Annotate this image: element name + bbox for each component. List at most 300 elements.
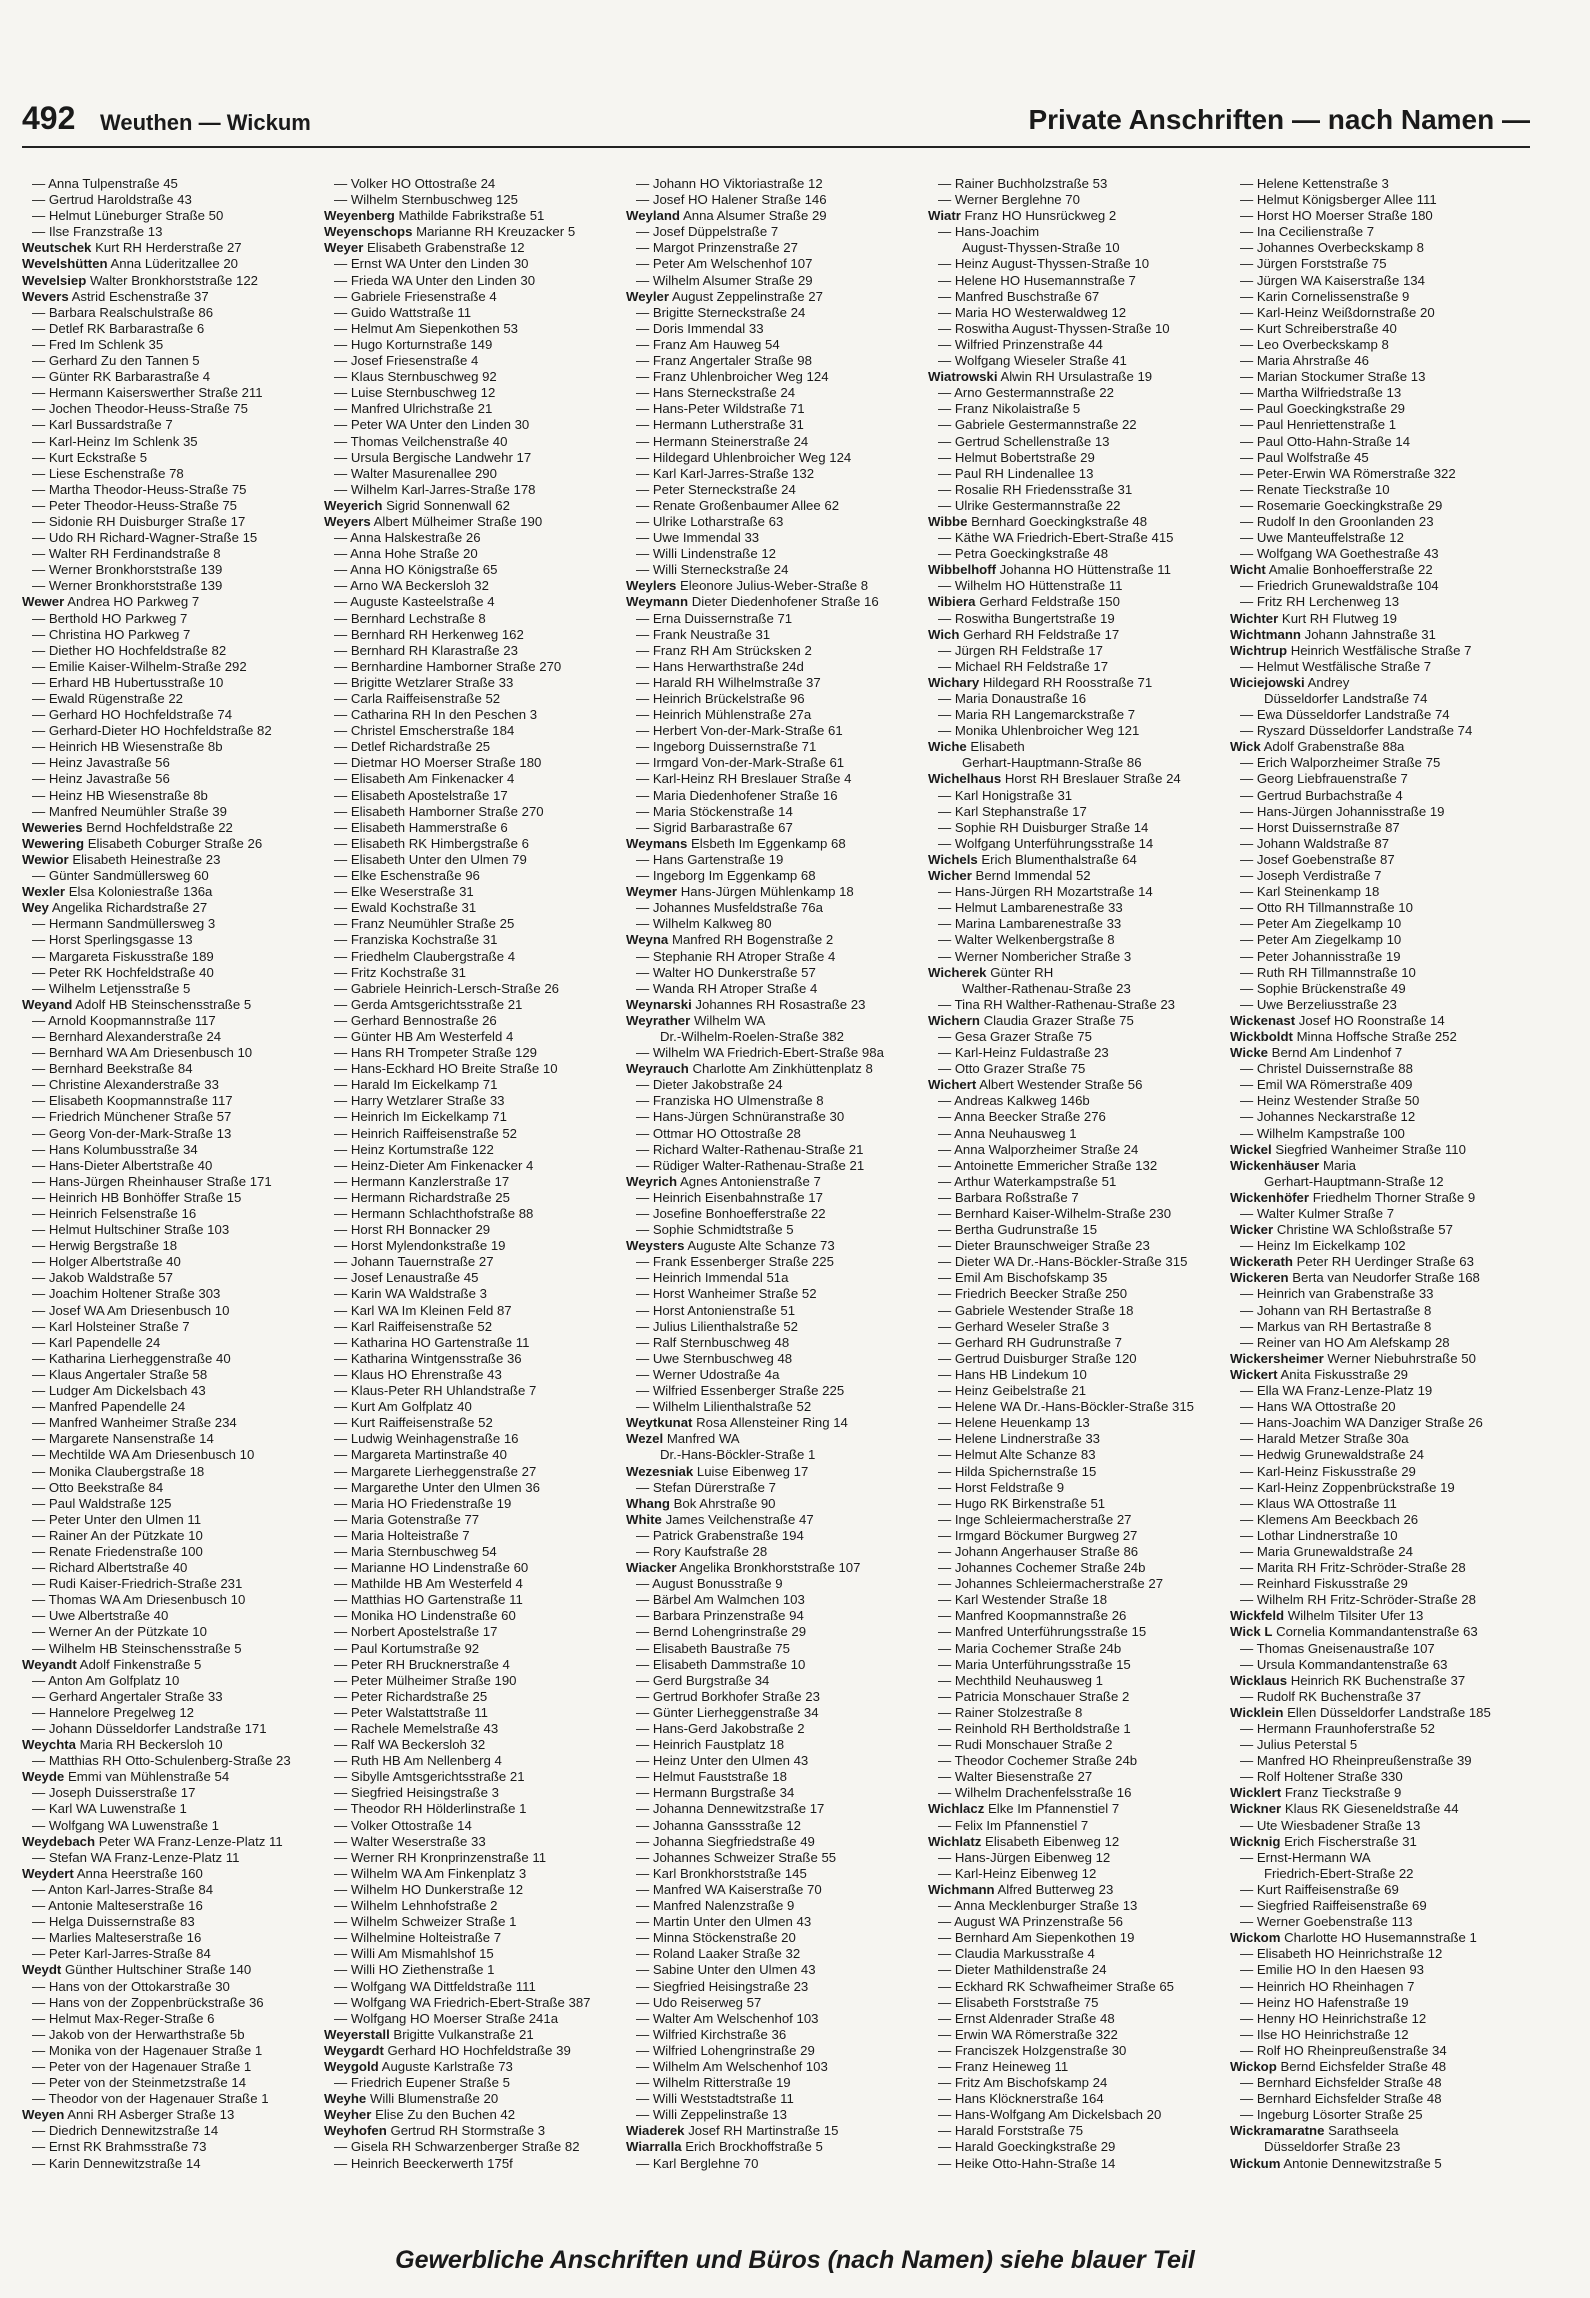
- entry-text: — Hans-Jürgen Schnüranstraße 30: [636, 1109, 845, 1125]
- entry-text: Walther-Rathenau-Straße 23: [962, 980, 1131, 996]
- entry-text: — Gerd Burgstraße 34: [636, 1672, 770, 1688]
- entry-text: — Elisabeth Hamborner Straße 270: [334, 803, 544, 819]
- entry-text: — Elisabeth Dammstraße 10: [636, 1656, 806, 1672]
- entry-text: — Thomas Gneisenaustraße 107: [1240, 1640, 1435, 1656]
- entry-text: — Helmut Bobertstraße 29: [938, 449, 1095, 465]
- entry-text: — Johannes Schweizer Straße 55: [636, 1849, 837, 1865]
- directory-entry: [22, 1979, 324, 1995]
- entry-text: Amalie Bonhoefferstraße 22: [1268, 562, 1433, 578]
- directory-entry: [324, 434, 626, 450]
- entry-text: — Hannelore Pregelweg 12: [32, 1704, 195, 1720]
- directory-entry: [324, 1093, 626, 1109]
- surname-entry: [22, 884, 324, 900]
- directory-entry: [22, 1109, 324, 1125]
- entry-text: — Werner Bronkhorststraße 139: [32, 578, 223, 594]
- directory-entry: [928, 2075, 1230, 2091]
- directory-entry: [1230, 1415, 1532, 1431]
- directory-entry: [928, 1431, 1230, 1447]
- entry-text: — Wolfgang Wieseler Straße 41: [938, 353, 1127, 369]
- entry-text: — Karl-Heinz Zoppenbrückstraße 19: [1240, 1479, 1455, 1495]
- directory-entry: [324, 1415, 626, 1431]
- entry-text: — Monika Claubergstraße 18: [32, 1463, 205, 1479]
- surname: Wichter: [1230, 610, 1279, 626]
- entry-text: — Brigitte Wetzlarer Straße 33: [334, 674, 514, 690]
- directory-entry: [324, 337, 626, 353]
- entry-text: Peter RH Uerdinger Straße 63: [1296, 1254, 1474, 1270]
- entry-text: — Gabriele Friesenstraße 4: [334, 288, 497, 304]
- entry-text: — Marianne HO Lindenstraße 60: [334, 1560, 529, 1576]
- directory-entry: [22, 1093, 324, 1109]
- directory-entry: [626, 1979, 928, 1995]
- directory-entry: [1230, 2011, 1532, 2027]
- directory-entry: [324, 1882, 626, 1898]
- entry-text: — Georg Liebfrauenstraße 7: [1240, 771, 1408, 787]
- entry-text: — Werner Bronkhorststraße 139: [32, 562, 223, 578]
- surname-entry: [324, 208, 626, 224]
- directory-entry: [928, 1979, 1230, 1995]
- directory-entry: [928, 1415, 1230, 1431]
- entry-text: — Maria Stöckenstraße 14: [636, 803, 793, 819]
- entry-text: Klaus RK Gieseneldstraße 44: [1284, 1801, 1459, 1817]
- entry-text: Marianne RH Kreuzacker 5: [416, 224, 576, 240]
- directory-entry: [22, 949, 324, 965]
- entry-text: — Bernhard RH Klarastraße 23: [334, 642, 518, 658]
- entry-text: — Maria Grunewaldstraße 24: [1240, 1543, 1413, 1559]
- directory-entry: [626, 916, 928, 932]
- entry-text: Anni RH Asberger Straße 13: [67, 2107, 235, 2123]
- directory-entry: [928, 820, 1230, 836]
- surname-entry: [928, 627, 1230, 643]
- entry-text: — Martha Theodor-Heuss-Straße 75: [32, 481, 247, 497]
- directory-entry: [22, 2059, 324, 2075]
- directory-entry: [22, 1029, 324, 1045]
- surname: Wickenhöfer: [1230, 1189, 1310, 1205]
- surname: Wickom: [1230, 1930, 1281, 1946]
- entry-text: — Bertha Gudrunstraße 15: [938, 1222, 1098, 1238]
- entry-text: — Friedhelm Claubergstraße 4: [334, 948, 516, 964]
- entry-text: — Uwe Manteuffelstraße 12: [1240, 530, 1404, 546]
- surname-entry: [626, 1061, 928, 1077]
- entry-text: — Elke Eschenstraße 96: [334, 868, 480, 884]
- entry-text: — Ursula Bergische Landwehr 17: [334, 449, 532, 465]
- directory-entry: [928, 1351, 1230, 1367]
- directory-entry: [1230, 691, 1532, 707]
- directory-entry: [324, 1190, 626, 1206]
- surname: Wicknig: [1230, 1833, 1281, 1849]
- surname: Wicke: [1230, 1045, 1268, 1061]
- entry-text: — Christel Emscherstraße 184: [334, 723, 515, 739]
- directory-entry: [22, 1270, 324, 1286]
- entry-text: Claudia Grazer Straße 75: [983, 1012, 1134, 1028]
- surname-entry: [1230, 2156, 1532, 2172]
- entry-text: — Joachim Holtener Straße 303: [32, 1286, 221, 1302]
- directory-entry: [22, 1399, 324, 1415]
- entry-text: — Hans RH Trompeter Straße 129: [334, 1045, 538, 1061]
- directory-entry: [928, 1319, 1230, 1335]
- entry-text: — Heinrich Faustplatz 18: [636, 1737, 785, 1753]
- entry-text: — Gerhard-Dieter HO Hochfeldstraße 82: [32, 723, 272, 739]
- directory-entry: [1230, 1399, 1532, 1415]
- directory-entry: [22, 434, 324, 450]
- directory-entry: [324, 578, 626, 594]
- directory-entry: [928, 1705, 1230, 1721]
- entry-text: — Peter RK Hochfeldstraße 40: [32, 964, 214, 980]
- directory-entry: [324, 1222, 626, 1238]
- entry-text: Johann Jahnstraße 31: [1304, 626, 1436, 642]
- entry-text: Ellen Düsseldorfer Landstraße 185: [1287, 1704, 1491, 1720]
- directory-entry: [928, 949, 1230, 965]
- surname-entry: [22, 2107, 324, 2123]
- directory-entry: [324, 1480, 626, 1496]
- directory-entry: [324, 1335, 626, 1351]
- directory-entry: [626, 820, 928, 836]
- entry-text: Brigitte Vulkanstraße 21: [393, 2026, 534, 2042]
- surname: Weydert: [22, 1865, 74, 1881]
- entry-text: — Horst RH Bonnacker 29: [334, 1222, 491, 1238]
- directory-entry: [22, 1206, 324, 1222]
- entry-text: — Wilfried Prinzenstraße 44: [938, 336, 1103, 352]
- entry-text: — Franz Heineweg 11: [938, 2058, 1069, 2074]
- entry-text: — Bernhard Kaiser-Wilhelm-Straße 230: [938, 1206, 1172, 1221]
- directory-entry: [1230, 1592, 1532, 1608]
- entry-text: — Kurt Am Golfplatz 40: [334, 1399, 472, 1415]
- entry-text: — Heinrich HO Rheinhagen 7: [1240, 1978, 1415, 1994]
- directory-entry: [928, 450, 1230, 466]
- entry-text: — Arnold Koopmannstraße 117: [32, 1012, 216, 1028]
- entry-text: — Franz Uhlenbroicher Weg 124: [636, 369, 829, 385]
- entry-text: — Johannes Neckarstraße 12: [1240, 1109, 1416, 1125]
- entry-text: — Karin WA Waldstraße 3: [334, 1286, 487, 1302]
- surname: Weysters: [626, 1238, 685, 1254]
- entry-text: — Karl Stephanstraße 17: [938, 803, 1087, 819]
- directory-entry: [1230, 2107, 1532, 2123]
- entry-text: — Johannes Schleiermacherstraße 27: [938, 1576, 1164, 1592]
- directory-entry: [1230, 1335, 1532, 1351]
- surname-entry: [22, 1769, 324, 1785]
- directory-entry: [928, 659, 1230, 675]
- directory-entry: [626, 852, 928, 868]
- directory-entry: [626, 981, 928, 997]
- entry-text: — Katharina Wintgensstraße 36: [334, 1350, 522, 1366]
- directory-entry: [1230, 289, 1532, 305]
- directory-entry: [928, 321, 1230, 337]
- entry-text: — Johann van RH Bertastraße 8: [1240, 1302, 1432, 1318]
- surname: Wichlacz: [928, 1801, 985, 1817]
- directory-entry: [1230, 176, 1532, 192]
- entry-text: — Otto RH Tillmannstraße 10: [1240, 900, 1413, 916]
- entry-text: — Karl Honigstraße 31: [938, 787, 1073, 803]
- entry-text: — Günter Lierheggenstraße 34: [636, 1704, 819, 1720]
- directory-entry: [324, 1946, 626, 1962]
- entry-text: — Gerhard Weseler Straße 3: [938, 1318, 1110, 1334]
- directory-entry: [626, 546, 928, 562]
- entry-text: — Heinz August-Thyssen-Straße 10: [938, 256, 1150, 272]
- directory-entry: [1230, 450, 1532, 466]
- directory-entry: [22, 1898, 324, 1914]
- entry-text: — Walter Masurenallee 290: [334, 465, 497, 481]
- entry-text: — Gesa Grazer Straße 75: [938, 1028, 1092, 1044]
- surname-entry: [626, 2139, 928, 2155]
- directory-entry: [626, 273, 928, 289]
- entry-text: — Hermann Sandmüllersweg 3: [32, 916, 216, 932]
- directory-entry: [324, 1206, 626, 1222]
- surname-entry: [928, 1882, 1230, 1898]
- directory-entry: [1230, 1319, 1532, 1335]
- directory-entry: [928, 1222, 1230, 1238]
- directory-entry: [324, 1447, 626, 1463]
- entry-text: — Ernst Aldenrader Straße 48: [938, 2010, 1115, 2026]
- entry-text: — Anna Mecklenburger Straße 13: [938, 1898, 1138, 1914]
- directory-entry: [22, 965, 324, 981]
- entry-text: — Helmut Lüneburger Straße 50: [32, 208, 224, 224]
- entry-text: — Erna Duissernstraße 71: [636, 610, 793, 626]
- surname-entry: [626, 289, 928, 305]
- directory-entry: [626, 1383, 928, 1399]
- surname-entry: [626, 594, 928, 610]
- directory-entry: [928, 273, 1230, 289]
- directory-entry: [22, 1061, 324, 1077]
- surname: Wiacker: [626, 1560, 677, 1576]
- directory-entry: [626, 643, 928, 659]
- entry-text: — Elke Weserstraße 31: [334, 884, 474, 900]
- directory-entry: [324, 868, 626, 884]
- entry-text: — Lothar Lindnerstraße 10: [1240, 1527, 1398, 1543]
- directory-entry: [324, 1930, 626, 1946]
- directory-entry: [324, 627, 626, 643]
- entry-text: — Siegfried Raiffeisenstraße 69: [1240, 1898, 1427, 1914]
- entry-text: — Peter von der Hagenauer Straße 1: [32, 2058, 252, 2074]
- entry-text: — Ruth RH Tillmannstraße 10: [1240, 964, 1416, 980]
- entry-text: — Rudi Monschauer Straße 2: [938, 1737, 1113, 1753]
- directory-entry: [928, 1286, 1230, 1302]
- entry-text: — Heinrich HB Wiesenstraße 8b: [32, 739, 223, 755]
- directory-entry: [1230, 1721, 1532, 1737]
- entry-text: — Uwe Albertstraße 40: [32, 1608, 169, 1624]
- entry-text: — Barbara Prinzenstraße 94: [636, 1608, 804, 1624]
- entry-text: Eleonore Julius-Weber-Straße 8: [680, 578, 869, 594]
- entry-text: Elise Zu den Buchen 42: [375, 2107, 516, 2123]
- entry-text: — Peter Unter den Ulmen 11: [32, 1511, 202, 1527]
- directory-entry: [1230, 788, 1532, 804]
- directory-entry: [928, 1673, 1230, 1689]
- entry-text: — Hans-Gerd Jakobstraße 2: [636, 1721, 805, 1736]
- directory-entry: [324, 1077, 626, 1093]
- entry-text: Walter Bronkhorststraße 122: [89, 272, 259, 288]
- surname-entry: [626, 932, 928, 948]
- entry-text: — Katharina HO Gartenstraße 11: [334, 1334, 530, 1350]
- footer-note: Gewerbliche Anschriften und Büros (nach Namen) siehe blauer Teil: [395, 2246, 1195, 2274]
- entry-text: — Horst Wanheimer Straße 52: [636, 1286, 817, 1302]
- directory-entry: [324, 1270, 626, 1286]
- entry-text: — Karl-Heinz Im Schlenk 35: [32, 433, 198, 449]
- directory-entry: [1230, 1286, 1532, 1302]
- entry-text: — Erwin WA Römerstraße 322: [938, 2026, 1118, 2042]
- directory-entry: [324, 771, 626, 787]
- entry-text: — Friedrich Eupener Straße 5: [334, 2075, 510, 2091]
- entry-text: Rosa Allensteiner Ring 14: [696, 1415, 848, 1431]
- directory-entry: [1230, 981, 1532, 997]
- directory-entry: [324, 1512, 626, 1528]
- entry-text: — Marita RH Fritz-Schröder-Straße 28: [1240, 1560, 1466, 1576]
- directory-entry: [626, 1576, 928, 1592]
- entry-text: — Harald Im Eickelkamp 71: [334, 1077, 498, 1093]
- surname-entry: [22, 256, 324, 272]
- surname-entry: [626, 1415, 928, 1431]
- directory-entry: [324, 176, 626, 192]
- entry-text: — Ewald Rügenstraße 22: [32, 691, 183, 706]
- entry-text: — Hans WA Ottostraße 20: [1240, 1399, 1396, 1415]
- entry-text: — Horst HO Moerser Straße 180: [1240, 208, 1433, 224]
- entry-text: — Antonie Malteserstraße 16: [32, 1898, 203, 1914]
- entry-text: — Helmut Lambarenestraße 33: [938, 900, 1123, 916]
- entry-text: — Katharina Lierheggenstraße 40: [32, 1350, 231, 1366]
- entry-text: — Josefine Bonhoefferstraße 22: [636, 1206, 826, 1221]
- directory-entry: [626, 1286, 928, 1302]
- directory-entry: [928, 884, 1230, 900]
- entry-text: Anna Alsumer Straße 29: [682, 208, 827, 224]
- surname-entry: [324, 2043, 626, 2059]
- entry-text: — Gerhard HO Hochfeldstraße 74: [32, 707, 233, 723]
- directory-entry: [1230, 578, 1532, 594]
- entry-text: — Ralf WA Beckersloh 32: [334, 1737, 486, 1753]
- directory-entry: [626, 1834, 928, 1850]
- directory-entry: [928, 1560, 1230, 1576]
- entry-text: — Walter HO Dunkerstraße 57: [636, 964, 816, 980]
- surname-entry: [928, 514, 1230, 530]
- entry-text: — Herbert Von-der-Mark-Straße 61: [636, 723, 843, 739]
- entry-text: — Ulrike Gestermannstraße 22: [938, 497, 1121, 513]
- directory-entry: [928, 916, 1230, 932]
- entry-text: Willi Blumenstraße 20: [369, 2091, 499, 2107]
- entry-text: — Hans Gartenstraße 19: [636, 851, 784, 867]
- surname: Wickert: [1230, 1366, 1278, 1382]
- directory-entry: [1230, 1979, 1532, 1995]
- directory-entry: [928, 2156, 1230, 2172]
- entry-text: — Maria Sternbuschweg 54: [334, 1543, 497, 1559]
- entry-text: — Dieter Mathildenstraße 24: [938, 1962, 1107, 1978]
- entry-text: — Wilhelm Lehnhofstraße 2: [334, 1898, 498, 1914]
- directory-entry: [928, 1898, 1230, 1914]
- entry-text: — Ella WA Franz-Lenze-Platz 19: [1240, 1383, 1433, 1399]
- entry-text: — Julius Peterstal 5: [1240, 1737, 1358, 1753]
- entry-text: — Erhard HB Hubertusstraße 10: [32, 674, 224, 690]
- entry-text: — Theodor von der Hagenauer Straße 1: [32, 2091, 269, 2107]
- entry-text: — Theodor Cochemer Straße 24b: [938, 1753, 1138, 1769]
- directory-entry: [626, 627, 928, 643]
- surname-entry: [22, 1737, 324, 1753]
- entry-text: Angelika Bronkhorststraße 107: [679, 1560, 861, 1576]
- entry-text: — Heinrich Immendal 51a: [636, 1270, 789, 1286]
- directory-entry: [626, 1528, 928, 1544]
- directory-entry: [626, 1995, 928, 2011]
- entry-text: Anna Heerstraße 160: [76, 1865, 203, 1881]
- surname: Weymer: [626, 884, 678, 900]
- entry-text: — Marlies Malteserstraße 16: [32, 1930, 202, 1946]
- entry-text: — Helmut Alte Schanze 83: [938, 1447, 1096, 1463]
- directory-entry: [1230, 1962, 1532, 1978]
- directory-entry: [1230, 949, 1532, 965]
- entry-text: Siegfried Wanheimer Straße 110: [1275, 1141, 1466, 1157]
- entry-text: — Josef Friesenstraße 4: [334, 353, 479, 369]
- entry-text: Elsa Koloniestraße 136a: [68, 884, 213, 900]
- directory-entry: [22, 1560, 324, 1576]
- entry-text: Antonie Dennewitzstraße 5: [1283, 2155, 1442, 2171]
- entry-text: — Ingeborg Im Eggenkamp 68: [636, 868, 816, 884]
- directory-entry: [928, 1930, 1230, 1946]
- directory-entry: [22, 1721, 324, 1737]
- entry-text: — Peter RH Brucknerstraße 4: [334, 1656, 510, 1672]
- surname: Weygardt: [324, 2042, 384, 2058]
- directory-entry: [626, 2059, 928, 2075]
- directory-entry: [626, 2091, 928, 2107]
- entry-text: August-Thyssen-Straße 10: [962, 240, 1120, 256]
- entry-text: — Karl Raiffeisenstraße 52: [334, 1318, 493, 1334]
- entry-text: — Johanna Siegfriedstraße 49: [636, 1833, 815, 1849]
- entry-text: — Herwig Bergstraße 18: [32, 1238, 178, 1254]
- surname-entry: [626, 1512, 928, 1528]
- entry-text: — Paul Waldstraße 125: [32, 1495, 172, 1511]
- entry-text: — Rainer Stolzestraße 8: [938, 1704, 1083, 1720]
- surname: Wichtmann: [1230, 626, 1301, 642]
- entry-text: Sigrid Sonnenwall 62: [386, 497, 510, 513]
- surname: Wewer: [22, 594, 65, 610]
- directory-entry: [22, 2091, 324, 2107]
- entry-text: — Harald RH Wilhelmstraße 37: [636, 674, 821, 690]
- entry-text: — Minna Stöckenstraße 20: [636, 1930, 796, 1946]
- entry-text: — Dieter Braunschweiger Straße 23: [938, 1238, 1150, 1254]
- directory-entry: [1230, 755, 1532, 771]
- entry-text: Andrea HO Parkweg 7: [67, 594, 200, 610]
- entry-text: — Heinrich Raiffeisenstraße 52: [334, 1125, 517, 1141]
- entry-text: — Hugo Korturnstraße 149: [334, 336, 493, 352]
- directory-entry: [324, 1801, 626, 1817]
- surname-entry: [928, 1013, 1230, 1029]
- entry-text: — Karl-Heinz Fuldastraße 23: [938, 1045, 1109, 1061]
- directory-entry: [22, 208, 324, 224]
- entry-text: — Gerda Amtsgerichtsstraße 21: [334, 996, 523, 1012]
- entry-text: — Heinrich van Grabenstraße 33: [1240, 1286, 1434, 1302]
- directory-entry: [928, 1399, 1230, 1415]
- surname: Wickel: [1230, 1141, 1272, 1157]
- directory-entry: [22, 498, 324, 514]
- directory-entry: [22, 578, 324, 594]
- directory-entry: [324, 1737, 626, 1753]
- directory-entry: [22, 1818, 324, 1834]
- entry-text: — Wilhelmine Holteistraße 7: [334, 1930, 502, 1946]
- entry-text: — Michael RH Feldstraße 17: [938, 658, 1109, 674]
- surname: Wiatr: [928, 208, 961, 224]
- entry-text: — Jürgen Forststraße 75: [1240, 256, 1387, 272]
- directory-entry: [626, 707, 928, 723]
- surname-entry: [928, 852, 1230, 868]
- entry-text: — Luise Sternbuschweg 12: [334, 385, 496, 401]
- entry-text: — Theodor RH Hölderlinstraße 1: [334, 1801, 527, 1817]
- entry-text: — Elisabeth Am Finkenacker 4: [334, 771, 515, 787]
- surname: Wichels: [928, 851, 978, 867]
- entry-text: — Rainer An der Pützkate 10: [32, 1527, 203, 1543]
- surname: Weyher: [324, 2107, 372, 2123]
- surname: Wichelhaus: [928, 771, 1002, 787]
- directory-entry: [1230, 337, 1532, 353]
- directory-entry: [324, 385, 626, 401]
- entry-text: — Horst Feldstraße 9: [938, 1479, 1065, 1495]
- directory-entry: [626, 611, 928, 627]
- entry-text: Sarathseela: [1328, 2123, 1399, 2139]
- entry-text: Elisabeth Eibenweg 12: [985, 1833, 1120, 1849]
- entry-text: — Maria Donaustraße 16: [938, 691, 1087, 706]
- entry-text: — Kurt Schreiberstraße 40: [1240, 320, 1397, 336]
- entry-text: — Willi Lindenstraße 12: [636, 546, 776, 562]
